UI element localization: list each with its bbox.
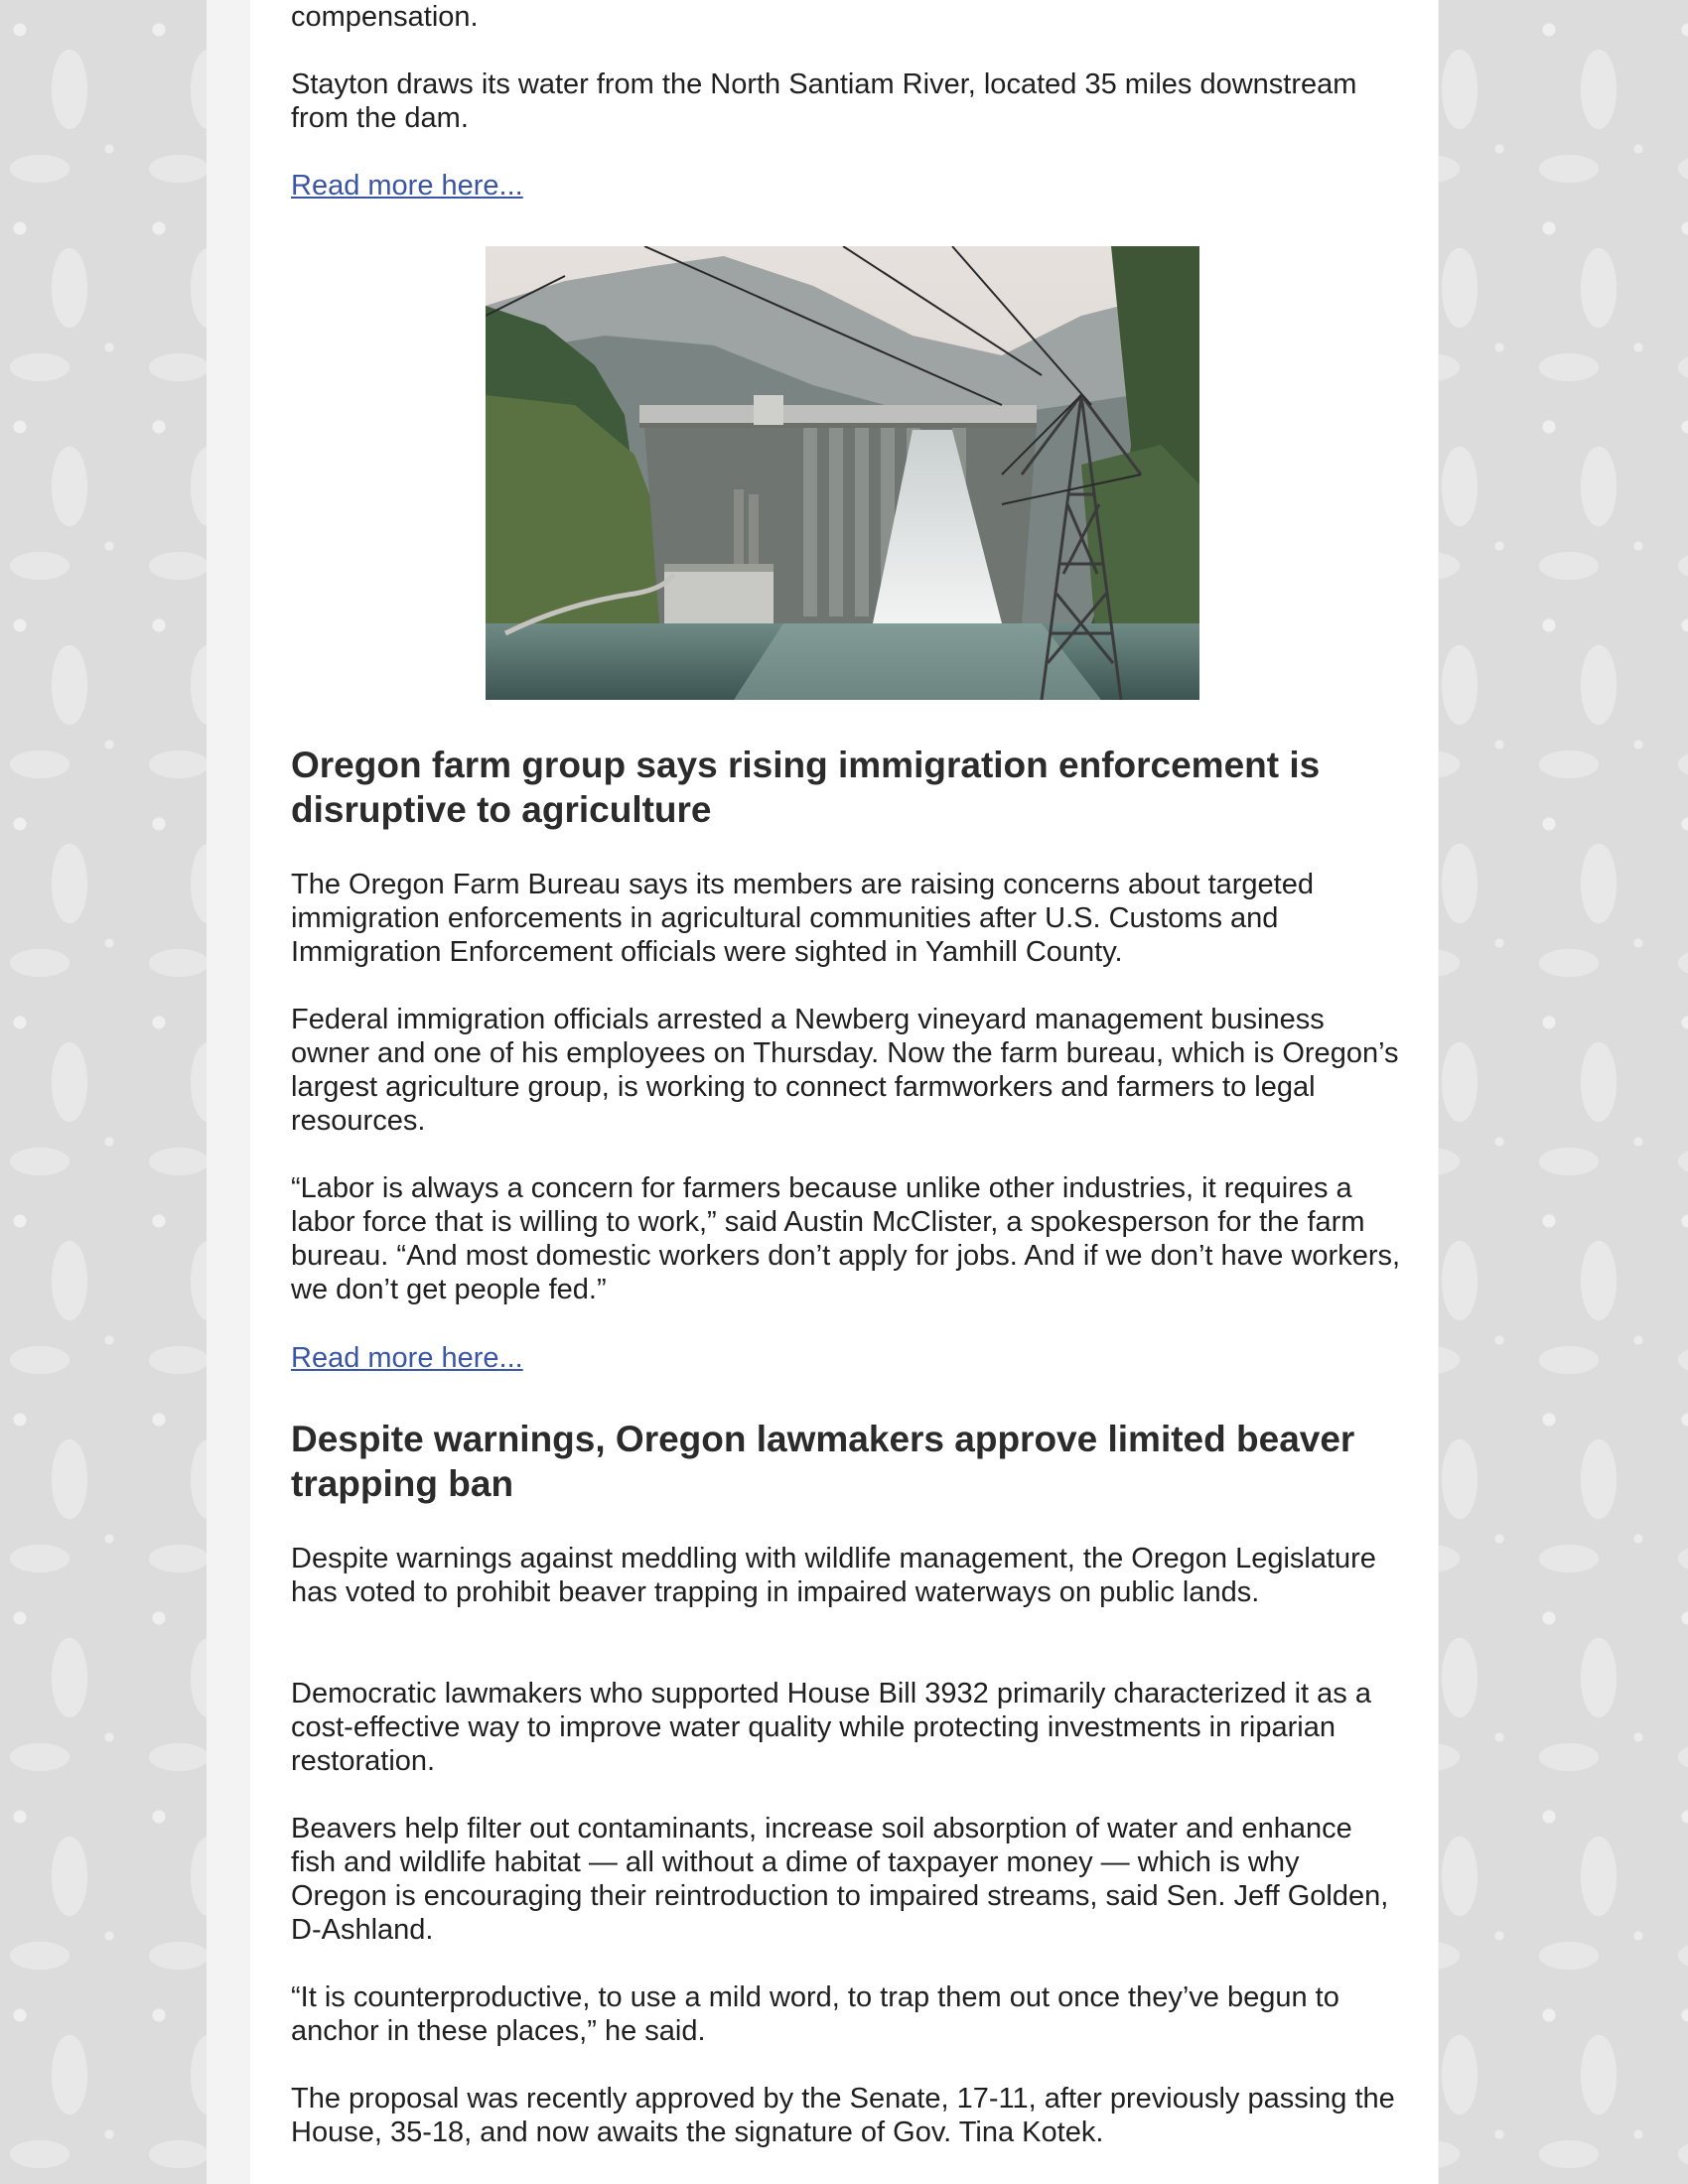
dam-photo bbox=[486, 246, 1199, 700]
compensation-tail-text: compensation. bbox=[291, 1, 479, 33]
read-more-link-1[interactable]: Read more here... bbox=[291, 170, 523, 202]
article-3-title: Despite warnings, Oregon lawmakers approve limited beaver trapping ban bbox=[291, 1419, 1355, 1504]
article-3-paragraph-5: The proposal was recently approved by the Senate, 17-11, after previously passing the House, 35-18, and now awaits the signature of Gov. Tina Kotek. bbox=[291, 2083, 1395, 2148]
article-2-title: Oregon farm group says rising immigration enforcement is disruptive to agriculture bbox=[291, 745, 1321, 830]
article-3-paragraph-1: Despite warnings against meddling with wildlife management, the Oregon Legislature has voted to prohibit beaver trapping in impaired waterways on public lands. bbox=[291, 1543, 1376, 1608]
article-2-paragraph-1: The Oregon Farm Bureau says its members are raising concerns about targeted immigration enforcements in agricultural communities after U.S. Customs and Immigration Enforcement officials were sighted in Yamhill County. bbox=[291, 869, 1314, 968]
stayton-paragraph: Stayton draws its water from the North Santiam River, located 35 miles downstream from the dam. bbox=[291, 68, 1357, 134]
article-2-paragraph-2: Federal immigration officials arrested a Newberg vineyard management business owner and one of his employees on Thursday. Now the farm bureau, which is Oregon’s largest agriculture group, is working to connect farmworkers and farmers to legal resources. bbox=[291, 1004, 1399, 1137]
article-3-paragraph-4: “It is counterproductive, to use a mild word, to trap them out once they’ve begun to anchor in these places,” he said. bbox=[291, 1981, 1339, 2047]
read-more-link-2[interactable]: Read more here... bbox=[291, 1342, 523, 1374]
article-3-paragraph-3: Beavers help filter out contaminants, increase soil absorption of water and enhance fish and wildlife habitat — all without a dime of taxpayer money — which is why Oregon is encouraging their reintroduction to impaired streams, said Sen. Jeff Golden, D-Ashland. bbox=[291, 1813, 1389, 1946]
article-2-paragraph-3: “Labor is always a concern for farmers because unlike other industries, it requires a labor force that is willing to work,” said Austin McClister, a spokesperson for the farm bureau. “And most domestic workers don’t apply for jobs. And if we don’t have workers, we don’t get people fed.” bbox=[291, 1172, 1401, 1305]
article-3-paragraph-2: Democratic lawmakers who supported House Bill 3932 primarily characterized it as a cost-effective way to improve water quality while protecting investments in riparian restoration. bbox=[291, 1678, 1371, 1777]
